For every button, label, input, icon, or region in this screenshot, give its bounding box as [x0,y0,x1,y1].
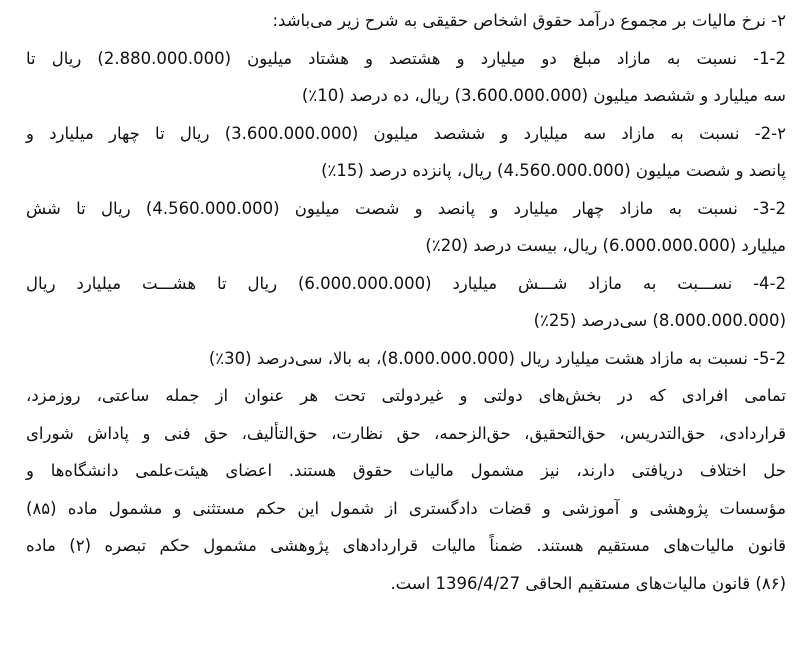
bracket-2-2 [26,115,786,190]
paragraph-line: مؤسسات پژوهشی و آموزشی و قضات دادگستری از شمول این حکم مستثنی و مشمول ماده (۸۵) [26,498,786,518]
bracket-line: سه میلیارد و ششصد میلیون (3.600.000.000) ریال، ده درصد (10٪) [301,86,786,105]
bracket-line: 1-2- نسبت به مازاد مبلغ دو میلیارد و هشتصد و هشتاد میلیون (2.880.000.000) ریال تا [26,48,787,68]
paragraph-line: حل اختلاف دریافتی دارند، نیز مشمول مالیات حقوق هستند. اعضای هیئت‌علمی دانشگاه‌ها و [26,461,786,480]
bracket-2-4 [26,265,786,340]
bracket-2-3 [26,190,786,265]
paragraph-line: (۸۶) قانون مالیات‌های مستقیم الحاقی 1396/4/27 است. [390,573,786,593]
bracket-line: 2-۲- نسبت به مازاد سه میلیارد و ششصد میلیون (3.600.000.000) ریال تا چهار میلیارد و [26,123,786,143]
bracket-line: (8.000.000.000) سی‌درصد (25٪) [533,311,786,330]
paragraph-line: تمامی افرادی که در بخش‌های دولتی و غیردولتی تحت هر عنوان از جمله ساعتی، روزمزد، [26,386,786,405]
bracket-2-1 [26,40,786,115]
bracket-line: 4-2- نســـبت به مازاد شـــش میلیارد (6.000.000.000) ریال تا هشـــت میلیارد ریال [26,273,786,293]
paragraph-line: قراردادی، حق‌التدریس، حق‌التحقیق، حق‌الزحمه، حق نظارت، حق‌التألیف، حق فنی و پاداش شورای [26,423,786,443]
document-page [26,2,786,602]
bracket-line: پانصد و شصت میلیون (4.560.000.000) ریال، پانزده درصد (15٪) [321,161,786,180]
bracket-2-5 [26,340,786,378]
bracket-line: میلیارد (6.000.000.000) ریال، بیست درصد (20٪) [425,236,786,255]
bracket-line: 3-2- نسبت به مازاد چهار میلیارد و پانصد و شصت میلیون (4.560.000.000) ریال تا شش [26,198,786,218]
paragraph-line: قانون مالیات‌های مستقیم هستند. ضمناً مالیات قراردادهای پژوهشی مشمول حکم تبصره (۲) ماده [26,536,786,555]
section-heading: ۲- نرخ مالیات بر مجموع درآمد حقوق اشخاص حقیقی به شرح زیر می‌باشد: [272,11,786,30]
bracket-line: 5-2- نسبت به مازاد هشت میلیارد ریال (8.000.000.000)، به بالا، سی‌درصد (30٪) [208,348,786,368]
explanatory-paragraph [26,377,786,602]
